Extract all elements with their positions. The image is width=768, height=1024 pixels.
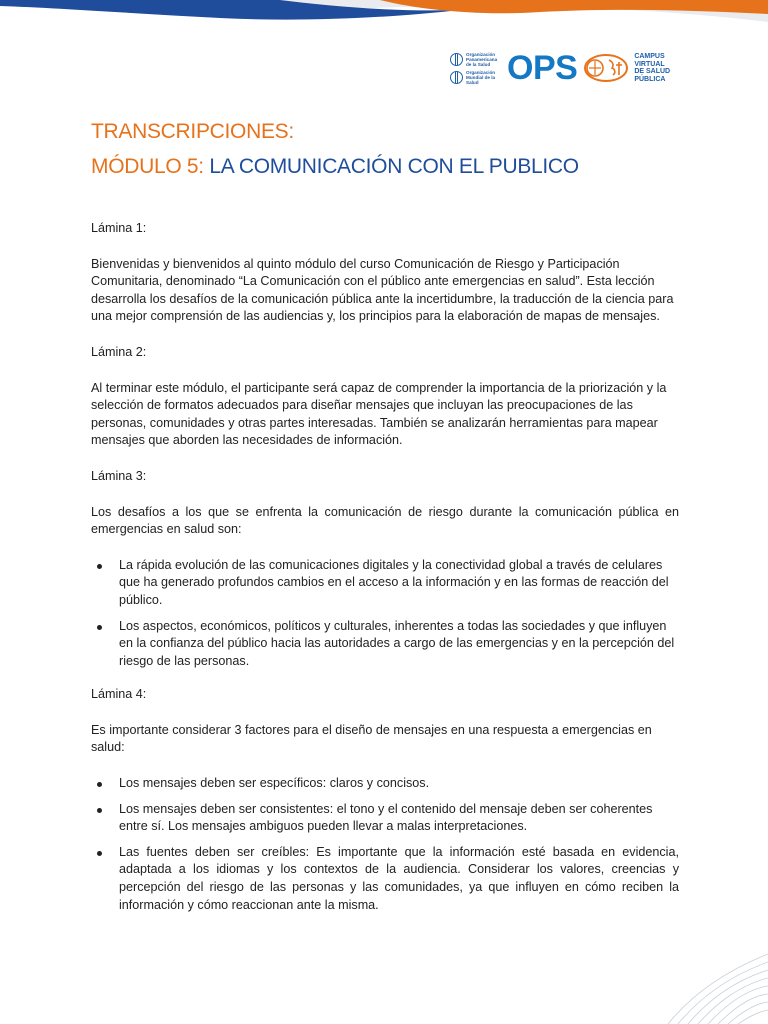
slide-3-intro: Los desafíos a los que se enfrenta la comunicación de riesgo durante la comunicación pública en emergencias en salud son: xyxy=(91,504,679,537)
module-title xyxy=(91,155,579,179)
campus-virtual-wordmark: CAMPUS VIRTUAL DE SALUD PÚBLICA xyxy=(634,53,671,83)
paho-globe-icon xyxy=(450,53,463,66)
slide-3-bullet-list xyxy=(91,557,679,671)
list-item: Los mensajes deben ser específicos: claros y concisos. xyxy=(91,775,679,793)
header-logos xyxy=(450,46,670,90)
module-name: LA COMUNICACIÓN CON EL PUBLICO xyxy=(209,155,579,178)
ops-logo: OPS xyxy=(507,49,578,87)
list-item: Las fuentes deben ser creíbles: Es importante que la información esté basada en evidencia, adaptada a los idiomas y los contextos de la audiencia. Considerar los valores, creencias y percepción del riesgo de las personas y las comunidades, ya que influyen en cómo reciben la información y cómo reaccionan ante la misma. xyxy=(91,844,679,914)
list-item: La rápida evolución de las comunicaciones digitales y la conectividad global a través de celulares que ha generado profundos cambios en el acceso a la información y en las formas de reacción del público. xyxy=(91,557,679,610)
module-number: MÓDULO 5: xyxy=(91,155,204,178)
slide-label-2: Lámina 2: xyxy=(91,344,147,359)
campus-virtual-emblem-icon xyxy=(583,53,629,83)
who-globe-icon xyxy=(450,71,463,84)
slide-2-text: Al terminar este módulo, el participante será capaz de comprender la importancia de la priorización y la selección de formatos adecuados para diseñar mensajes que incluyan las preocupaciones de las personas, comunidades y otras partes interesadas. También se analizarán herramientas para mapear mensajes que aborden las necesidades de información. xyxy=(91,380,667,448)
list-item: Los aspectos, económicos, políticos y culturales, inherentes a todas las sociedades y que influyen en la confianza del público hacia las autoridades a cargo de las emergencias y en la percepción del riesgo de las personas. xyxy=(91,618,679,671)
slide-label-4: Lámina 4: xyxy=(91,687,147,702)
who-org-name: Organización Mundial de la Salud xyxy=(466,69,496,85)
header-wave-decoration xyxy=(0,0,768,40)
slide-4-bullet-list xyxy=(91,775,679,914)
document-title: TRANSCRIPCIONES: xyxy=(91,120,294,143)
list-item: Los mensajes deben ser consistentes: el tono y el contenido del mensaje deben ser coherentes entre sí. Los mensajes ambiguos pueden llevar a malas interpretaciones. xyxy=(91,801,679,836)
paho-org-name: Organización Panamericana de la Salud xyxy=(466,51,498,67)
slide-label-1: Lámina 1: xyxy=(91,221,147,235)
transcript-body xyxy=(91,220,679,930)
slide-label-3: Lámina 3: xyxy=(91,468,147,483)
footer-line-decoration xyxy=(648,904,768,1024)
slide-4-intro: Es importante considerar 3 factores para el diseño de mensajes en una respuesta a emergencias en salud: xyxy=(91,722,652,755)
slide-1-text: Bienvenidas y bienvenidos al quinto módulo del curso Comunicación de Riesgo y Participación Comunitaria, denominado “La Comunicación con el público ante emergencias en salud”. Esta lección desarrolla los desafíos de la comunicación pública ante la incertidumbre, la traducción de la ciencia para una mejor comprensión de las audiencias y, los principios para la elaboración de mapas de mensajes. xyxy=(91,256,674,324)
paho-who-logos xyxy=(450,52,500,85)
